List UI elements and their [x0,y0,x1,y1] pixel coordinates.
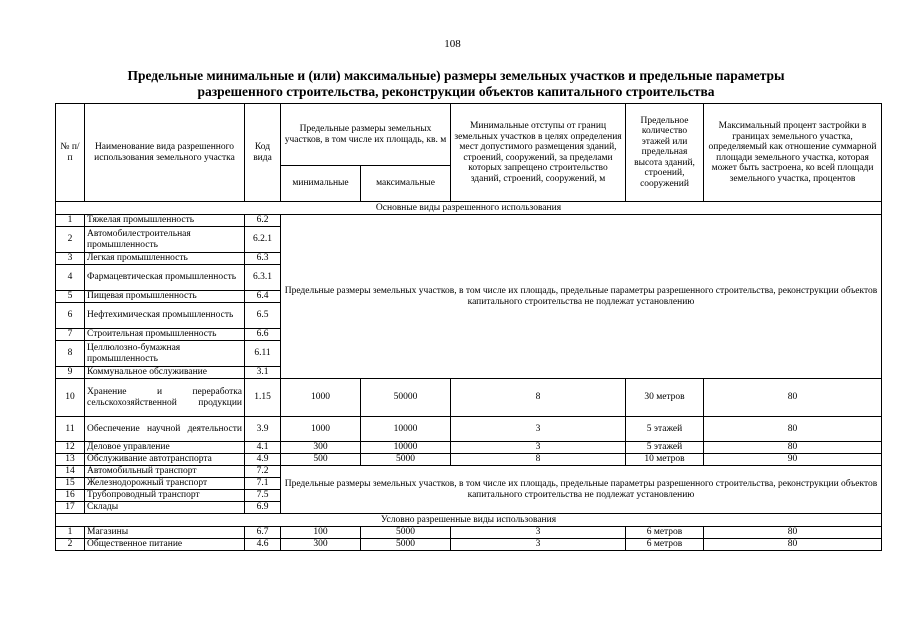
header-name: Наименование вида разрешенного использования земельного участка [85,104,245,202]
row-code: 6.7 [245,527,281,539]
row-code: 4.1 [245,442,281,454]
document-title [56,68,856,100]
row-coverage: 80 [704,379,882,417]
row-name: Нефтехимическая промышленность [85,303,245,329]
row-name: Фармацевтическая промышленность [85,265,245,291]
row-code: 6.6 [245,329,281,341]
row-setback: 3 [451,539,626,551]
section-main-heading: Основные виды разрешенного использования [56,202,882,215]
row-max-area: 5000 [361,539,451,551]
row-name: Автомобилестроительная промышленность [85,227,245,253]
row-floors: 5 этажей [626,417,704,442]
row-number: 2 [56,539,85,551]
row-setback: 3 [451,442,626,454]
row-floors: 6 метров [626,539,704,551]
row-coverage: 80 [704,539,882,551]
row-setback: 8 [451,379,626,417]
row-number: 15 [56,478,85,490]
not-established-note-1: Предельные размеры земельных участков, в том числе их площадь, предельные параметры разрешенного строительства, реконструкции объектов капитального строительства не подлежат установлению [281,215,882,379]
row-max-area: 5000 [361,454,451,466]
row-coverage: 80 [704,527,882,539]
row-min-area: 1000 [281,417,361,442]
row-code: 7.1 [245,478,281,490]
row-number: 9 [56,367,85,379]
row-name: Тяжелая промышленность [85,215,245,227]
row-setback: 8 [451,454,626,466]
header-area: Предельные размеры земельных участков, в том числе их площадь, кв. м [281,104,451,166]
row-name: Обслуживание автотранспорта [85,454,245,466]
header-min: минимальные [281,166,361,202]
row-name: Коммунальное обслуживание [85,367,245,379]
row-min-area: 300 [281,539,361,551]
not-established-note-2: Предельные размеры земельных участков, в том числе их площадь, предельные параметры разрешенного строительства, реконструкции объектов капитального строительства не подлежат установлению [281,466,882,514]
section-conditional-heading: Условно разрешенные виды использования [56,514,882,527]
row-floors: 5 этажей [626,442,704,454]
row-min-area: 100 [281,527,361,539]
row-setback: 3 [451,417,626,442]
row-number: 16 [56,490,85,502]
row-name: Строительная промышленность [85,329,245,341]
row-code: 1.15 [245,379,281,417]
row-name: Магазины [85,527,245,539]
header-code: Код вида [245,104,281,202]
row-code: 6.3 [245,253,281,265]
row-code: 3.1 [245,367,281,379]
row-number: 4 [56,265,85,291]
row-code: 6.4 [245,291,281,303]
row-coverage: 80 [704,417,882,442]
row-code: 6.11 [245,341,281,367]
row-number: 12 [56,442,85,454]
row-code: 6.2.1 [245,227,281,253]
row-number: 6 [56,303,85,329]
row-min-area: 300 [281,442,361,454]
row-name: Склады [85,502,245,514]
row-code: 4.9 [245,454,281,466]
row-name: Хранение и переработка сельскохозяйственной продукции [85,379,245,417]
row-name: Автомобильный транспорт [85,466,245,478]
row-coverage: 80 [704,442,882,454]
header-max: максимальные [361,166,451,202]
header-num: № п/п [56,104,85,202]
row-number: 13 [56,454,85,466]
row-number: 1 [56,527,85,539]
row-number: 3 [56,253,85,265]
row-floors: 6 метров [626,527,704,539]
row-name: Железнодорожный транспорт [85,478,245,490]
row-number: 17 [56,502,85,514]
header-floors: Предельное количество этажей или предельная высота зданий, строений, сооружений [626,104,704,202]
row-min-area: 1000 [281,379,361,417]
row-code: 6.9 [245,502,281,514]
zoning-parameters-table [55,103,882,551]
row-number: 10 [56,379,85,417]
row-number: 1 [56,215,85,227]
row-floors: 30 метров [626,379,704,417]
row-floors: 10 метров [626,454,704,466]
row-name: Пищевая промышленность [85,291,245,303]
row-name: Общественное питание [85,539,245,551]
row-number: 7 [56,329,85,341]
title-line-2: разрешенного строительства, реконструкции объектов капитального строительства [197,84,715,99]
row-name: Легкая промышленность [85,253,245,265]
row-max-area: 5000 [361,527,451,539]
row-number: 8 [56,341,85,367]
row-code: 7.2 [245,466,281,478]
page-number: 108 [444,38,461,50]
row-max-area: 50000 [361,379,451,417]
row-max-area: 10000 [361,417,451,442]
row-name: Обеспечение научной деятельности [85,417,245,442]
row-code: 6.2 [245,215,281,227]
row-code: 6.3.1 [245,265,281,291]
row-number: 5 [56,291,85,303]
row-name: Целлюлозно-бумажная промышленность [85,341,245,367]
row-setback: 3 [451,527,626,539]
row-max-area: 10000 [361,442,451,454]
row-number: 11 [56,417,85,442]
row-number: 14 [56,466,85,478]
row-number: 2 [56,227,85,253]
row-min-area: 500 [281,454,361,466]
row-name: Деловое управление [85,442,245,454]
row-code: 4.6 [245,539,281,551]
row-code: 7.5 [245,490,281,502]
row-name: Трубопроводный транспорт [85,490,245,502]
title-line-1: Предельные минимальные и (или) максимальные) размеры земельных участков и предельные параметры [127,68,785,83]
header-setback: Минимальные отступы от границ земельных участков в целях определения мест допустимого размещения зданий, строений, сооружений, за пределами которых запрещено строительство зданий, строений, сооружений, м [451,104,626,202]
row-coverage: 90 [704,454,882,466]
header-coverage: Максимальный процент застройки в границах земельного участка, определяемый как отношение суммарной площади земельного участка, которая может быть застроена, ко всей площади земельного участка, процентов [704,104,882,202]
row-code: 6.5 [245,303,281,329]
row-code: 3.9 [245,417,281,442]
